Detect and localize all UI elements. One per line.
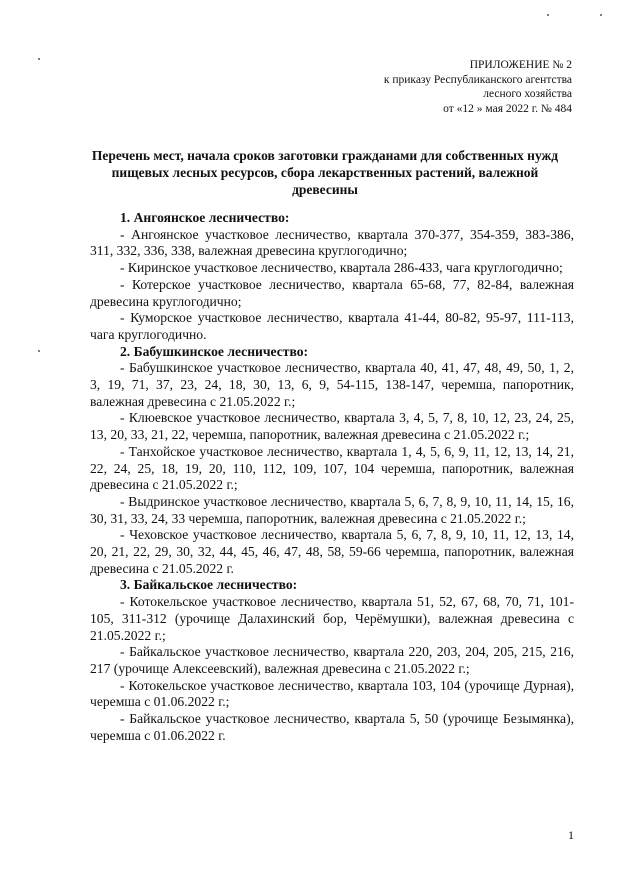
appendix-number: ПРИЛОЖЕНИЕ № 2 (469, 59, 572, 71)
scan-speck (38, 58, 40, 60)
section-entry: - Байкальское участковое лесничество, квартала 220, 203, 204, 205, 215, 216, 217 (урочище Алексеевский), валежная древесина с 21.05.2022 г.; (90, 644, 574, 676)
page-number: 1 (568, 828, 574, 842)
document-title: Перечень мест, начала сроков заготовки гражданами для собственных нужд пищевых лесных ресурсов, сбора лекарственных растений, валежной древесины (91, 148, 559, 197)
section-entry: - Клюевское участковое лесничество, квартала 3, 4, 5, 7, 8, 10, 12, 23, 24, 25, 13, 20, 33, 21, 22, черемша, папоротник, валежная древесина с 21.05.2022 г.; (90, 410, 574, 443)
section-entry: - Котокельское участковое лесничество, квартала 51, 52, 67, 68, 70, 71, 101-105, 311-312 (урочище Далахинский бор, Черёмушки), валежная древесина с 21.05.2022 г.; (90, 594, 574, 643)
section-entry: - Танхойское участковое лесничество, квартала 1, 4, 5, 6, 9, 11, 12, 13, 14, 21, 22, 24, 25, 18, 19, 20, 110, 112, 109, 107, 104 черемша, папоротник, валежная древесина с 21.05.2022 г.; (90, 443, 574, 493)
section-entry: - Котокельское участковое лесничество, квартала 103, 104 (урочище Дурная), черемша с 01.06.2022 г.; (90, 677, 574, 710)
scan-speck (38, 350, 40, 352)
scan-speck (600, 14, 602, 16)
appendix-order-line: к приказу Республиканского агентства (383, 73, 572, 86)
section-heading: 1. Ангоянское лесничество: (120, 210, 290, 225)
section-entry: - Чеховское участковое лесничество, квартала 5, 6, 7, 8, 9, 10, 11, 12, 13, 14, 20, 21, 22, 29, 30, 32, 44, 45, 46, 47, 48, 58, 59-66 черемша, папоротник, валежная древесина с 21.05.2022 г. (90, 527, 574, 576)
section-heading: 3. Байкальское лесничество: (120, 577, 298, 593)
section-entry: - Котерское участковое лесничество, квартала 65-68, 77, 82-84, валежная древесина круглогодично; (90, 276, 574, 309)
section-entry: - Байкальское участковое лесничество, квартала 5, 50 (урочище Безымянка), черемша с 01.06.2022 г. (90, 711, 574, 743)
section-entry: - Куморское участковое лесничество, квартала 41-44, 80-82, 95-97, 111-113, чага круглогодично. (90, 310, 574, 342)
scan-speck (547, 14, 549, 16)
section-heading: 2. Бабушкинское лесничество: (120, 343, 309, 359)
appendix-block (384, 58, 572, 116)
section-entry: - Бабушкинское участковое лесничество, квартала 40, 41, 47, 48, 49, 50, 1, 2, 3, 19, 71, 37, 23, 24, 18, 30, 13, 6, 9, 54-115, 138-147, черемша, папоротник, валежная древесина с 21.05.2022 г.; (90, 360, 574, 409)
section-entry: - Ангоянское участковое лесничество, квартала 370-377, 354-359, 383-386, 311, 332, 336, 338, валежная древесина круглогодично; (90, 226, 574, 259)
appendix-date-line: от «12 » мая 2022 г. № 484 (443, 102, 572, 115)
appendix-agency-line: лесного хозяйства (483, 88, 572, 100)
document-body (90, 210, 574, 745)
section-entry: - Выдринское участковое лесничество, квартала 5, 6, 7, 8, 9, 10, 11, 14, 15, 16, 30, 31, 33, 24, 33 черемша, папоротник, валежная древесина с 21.05.2022 г.; (90, 493, 574, 526)
section-entry: - Киринское участковое лесничество, квартала 286-433, чага круглогодично; (120, 260, 563, 276)
